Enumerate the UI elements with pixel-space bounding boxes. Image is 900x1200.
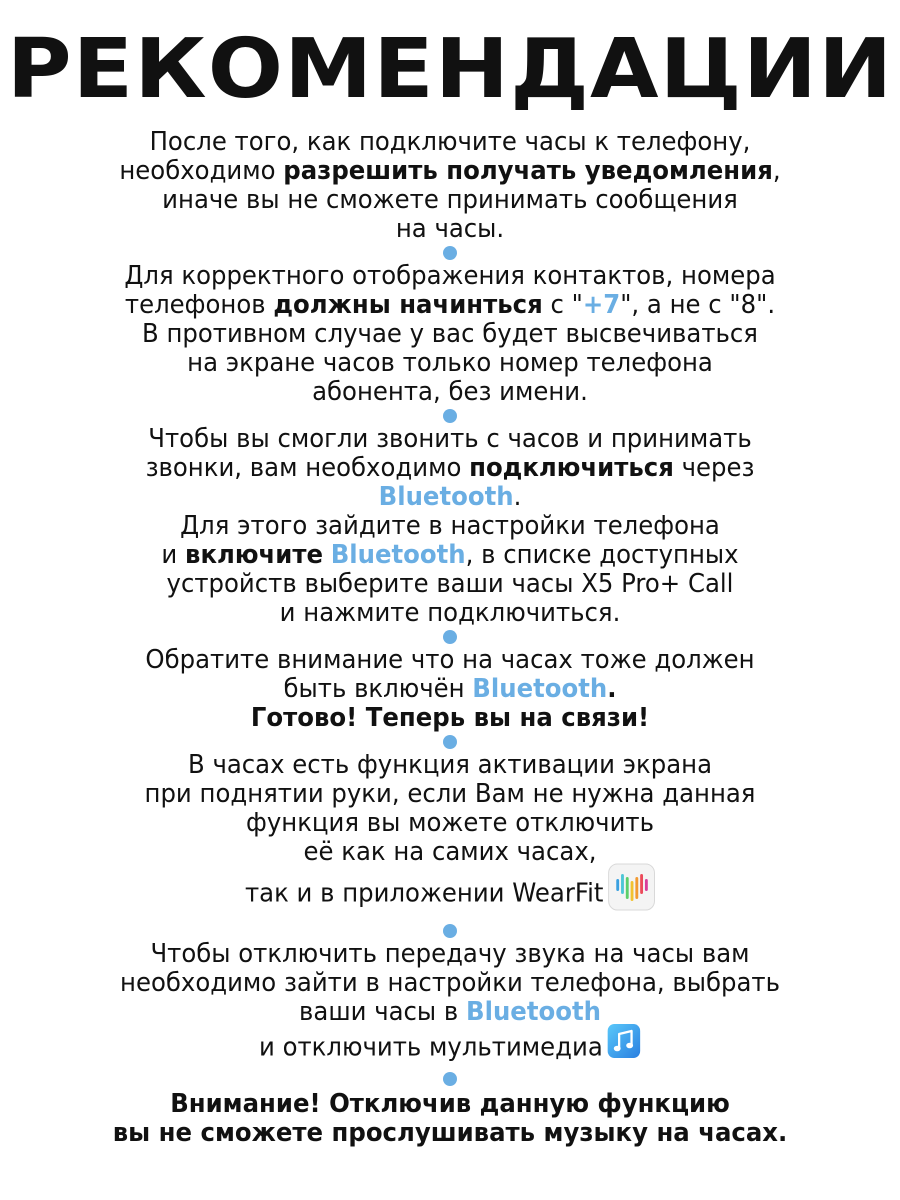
- text-line: [20, 1027, 880, 1070]
- text-fragment: необходимо: [119, 156, 284, 186]
- sound-transfer-block: [0, 940, 900, 1070]
- recommendations-content: [0, 128, 900, 1148]
- separator-dot-icon: [443, 1072, 457, 1086]
- text-line: необходимо зайти в настройки телефона, выбрать: [120, 968, 780, 998]
- text-line: Чтобы вы смогли звонить с часов и принимать: [148, 424, 752, 454]
- text-line: функция вы можете отключить: [246, 808, 654, 838]
- notifications-block: [0, 128, 900, 244]
- text-line: [20, 998, 880, 1027]
- page-title: РЕКОМЕНДАЦИИ: [6, 22, 894, 117]
- text-line: После того, как подключите часы к телефону,: [149, 127, 751, 157]
- text-fragment: , в списке доступных: [465, 540, 739, 570]
- wearfit-app-icon: [607, 863, 655, 918]
- text-line: при поднятии руки, если Вам не нужна данная: [144, 779, 756, 809]
- text-line: на экране часов только номер телефона: [187, 348, 713, 378]
- text-fragment: ", а не с "8".: [620, 290, 776, 320]
- calls-block: [0, 425, 900, 628]
- text-line: её как на самих часах,: [303, 837, 597, 867]
- separator-dot-icon: [443, 735, 457, 749]
- text-line: на часы.: [395, 214, 505, 244]
- text-line: и нажмите подключиться.: [279, 598, 621, 628]
- text-line: абонента, без имени.: [312, 377, 588, 407]
- text-line: [20, 454, 880, 483]
- text-line: [20, 157, 880, 186]
- highlight-text: Bluetooth: [472, 674, 608, 704]
- warning-block: [0, 1090, 900, 1148]
- separator-dot-icon: [443, 924, 457, 938]
- highlight-text: Bluetooth: [330, 540, 466, 570]
- text-fragment: быть включён: [283, 674, 473, 704]
- text-fragment: .: [607, 674, 617, 704]
- music-note-icon: [607, 1023, 641, 1066]
- text-fragment: и: [161, 540, 186, 570]
- contacts-block: [0, 262, 900, 407]
- bold-text: разрешить получать уведомления: [283, 156, 773, 186]
- bold-text: должны начинться: [273, 290, 543, 320]
- text-fragment: .: [513, 482, 522, 512]
- text-line: иначе вы не сможете принимать сообщения: [162, 185, 738, 215]
- bold-text: включите: [185, 540, 323, 570]
- text-line: устройств выберите ваши часы X5 Pro+ Call: [166, 569, 734, 599]
- text-line: Чтобы отключить передачу звука на часы вам: [150, 939, 750, 969]
- separator-dot-icon: [443, 630, 457, 644]
- text-line: [20, 541, 880, 570]
- text-fragment: через: [673, 453, 755, 483]
- text-fragment: звонки, вам необходимо: [145, 453, 470, 483]
- text-line: В противном случае у вас будет высвечиваться: [142, 319, 758, 349]
- highlight-text: Bluetooth: [378, 482, 514, 512]
- text-line: [20, 483, 880, 512]
- text-line: вы не сможете прослушивать музыку на часах.: [112, 1118, 788, 1148]
- text-line: [20, 867, 880, 922]
- text-fragment: телефонов: [124, 290, 274, 320]
- text-fragment: ваши часы в: [299, 997, 467, 1027]
- text-fragment: с ": [542, 290, 583, 320]
- bold-text: подключиться: [469, 453, 674, 483]
- text-line: Обратите внимание что на часах тоже должен: [145, 645, 755, 675]
- screen-activation-block: [0, 751, 900, 922]
- text-fragment: так и в приложении WearFit: [244, 878, 604, 909]
- highlight-text: Bluetooth: [466, 997, 601, 1027]
- text-line: [20, 291, 880, 320]
- separator-dot-icon: [443, 246, 457, 260]
- text-fragment: и отключить мультимедиа: [258, 1032, 603, 1063]
- highlight-text: +7: [582, 290, 621, 320]
- text-line: Для корректного отображения контактов, номера: [124, 261, 776, 291]
- text-line: В часах есть функция активации экрана: [187, 750, 713, 780]
- separator-dot-icon: [443, 409, 457, 423]
- text-fragment: ,: [772, 156, 781, 186]
- text-line: Внимание! Отключив данную функцию: [170, 1089, 730, 1119]
- bluetooth-block: [0, 646, 900, 733]
- text-line: [20, 675, 880, 704]
- text-line: Для этого зайдите в настройки телефона: [180, 511, 720, 541]
- text-line: Готово! Теперь вы на связи!: [250, 703, 650, 733]
